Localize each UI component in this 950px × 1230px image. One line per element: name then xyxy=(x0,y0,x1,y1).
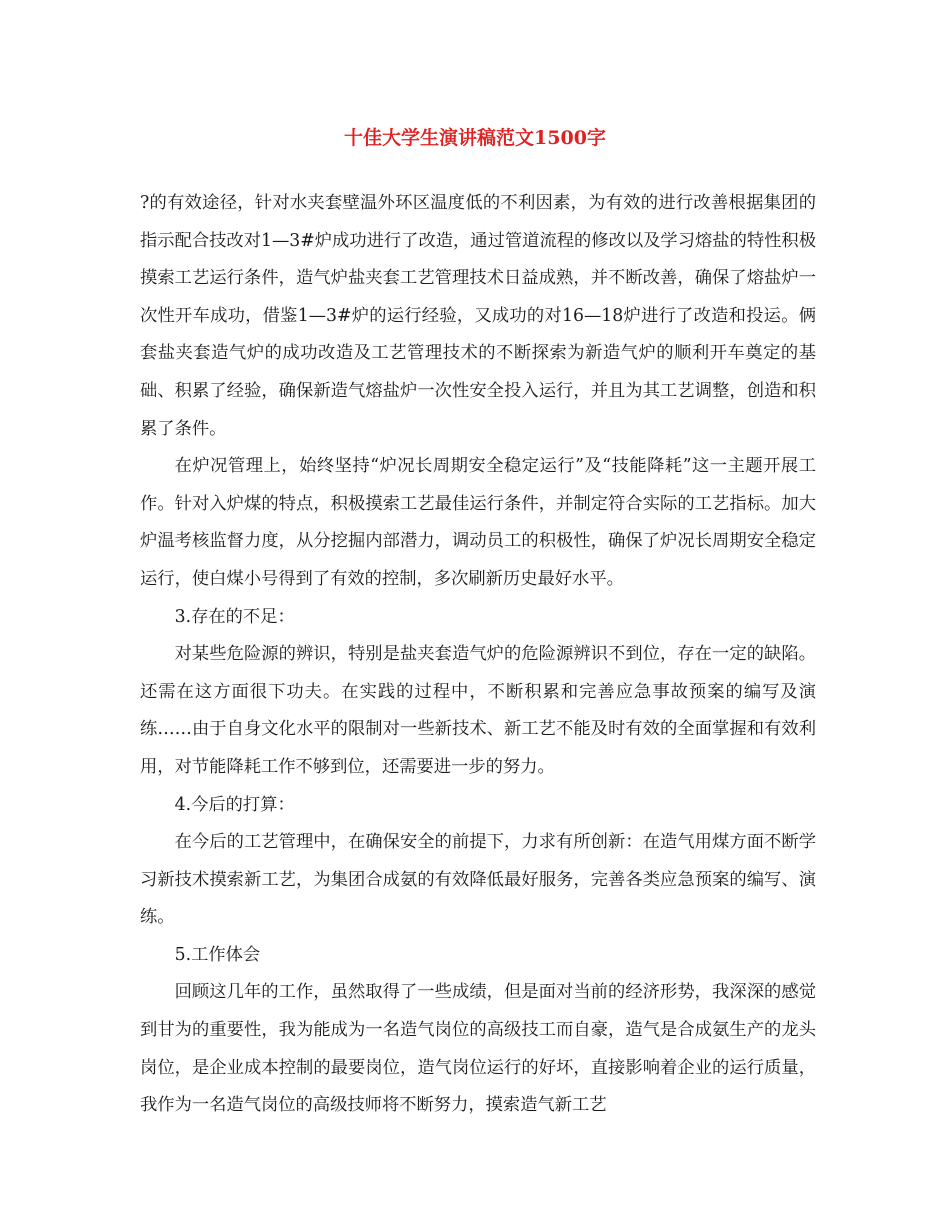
paragraph-4: 对某些危险源的辨识，特别是盐夹套造气炉的危险源辨识不到位，存在一定的缺陷。还需在这方面很下功夫。在实践的过程中，不断积累和完善应急事故预案的编写及演练……由于自身文化水平的限制对一些新技术、新工艺不能及时有效的全面掌握和有效利用，对节能降耗工作不够到位，还需要进一步的努力。 xyxy=(140,644,816,777)
section-heading-5: 5.工作体会 xyxy=(174,944,261,965)
paragraph-2: 在炉况管理上，始终坚持“炉况长周期安全稳定运行”及“技能降耗”这一主题开展工作。针对入炉煤的特点，积极摸索工艺最佳运行条件，并制定符合实际的工艺指标。加大炉温考核监督力度，从分挖掘内部潜力，调动员工的积极性，确保了炉况长周期安全稳定运行，使白煤小号得到了有效的控制，多次刷新历史最好水平。 xyxy=(140,456,816,589)
paragraph-6: 在今后的工艺管理中，在确保安全的前提下，力求有所创新：在造气用煤方面不断学习新技术摸索新工艺，为集团合成氨的有效降低最好服务，完善各类应急预案的编写、演练。 xyxy=(140,832,816,928)
paragraph-8: 回顾这几年的工作，虽然取得了一些成绩，但是面对当前的经济形势，我深深的感觉到甘为的重要性，我为能成为一名造气岗位的高级技工而自豪，造气是合成氨生产的龙头岗位，是企业成本控制的最要岗位，造气岗位运行的好坏，直接影响着企业的运行质量，我作为一名造气岗位的高级技师将不断努力，摸索造气新工艺 xyxy=(140,982,816,1116)
document-title: 十佳大学生演讲稿范文1500字 xyxy=(344,127,606,149)
section-heading-4: 4.今后的打算： xyxy=(174,794,295,815)
section-heading-3: 3.存在的不足： xyxy=(174,606,295,627)
paragraph-1: ?的有效途径，针对水夹套壁温外环区温度低的不利因素，为有效的进行改善根据集团的指示配合技改对1—3#炉成功进行了改造，通过管道流程的修改以及学习熔盐的特性积极摸索工艺运行条件，造气炉盐夹套工艺管理技术日益成熟，并不断改善，确保了熔盐炉一次性开车成功，借鉴1—3#炉的运行经验，又成功的对16—18炉进行了改造和投运。俩套盐夹套造气炉的成功改造及工艺管理技术的不断探索为新造气炉的顺利开车奠定的基础、积累了经验，确保新造气熔盐炉一次性安全投入运行，并且为其工艺调整，创造和积累了条件。 xyxy=(140,193,816,439)
document-body xyxy=(140,185,816,1125)
